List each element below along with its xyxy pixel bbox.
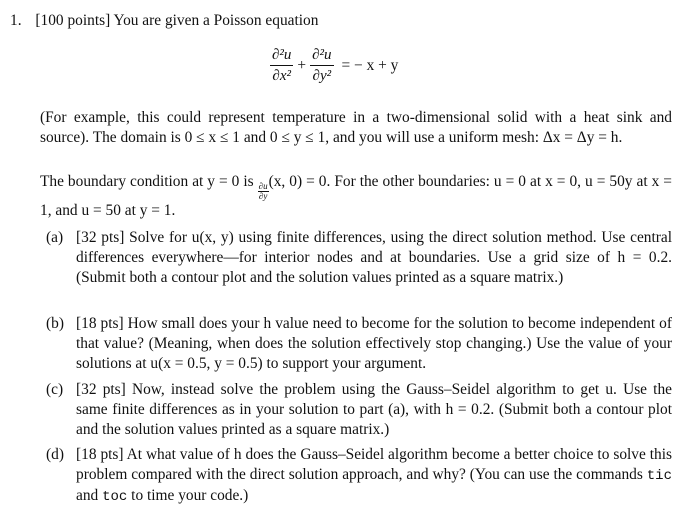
boundary-derivative [258, 182, 269, 201]
toc-command: toc [102, 489, 128, 505]
part-a-text: [32 pts] Solve for u(x, y) using finite differences, using the direct solution method. Use central differences everywhere—for interior nodes and at boundaries. Use a grid size of h = 0.2. (Submit both a contour plot and the solution values printed as a square matrix.) [76, 229, 672, 286]
problem-points: [100 points] [35, 12, 111, 29]
part-d-text-before: [18 pts] At what value of h does the Gauss–Seidel algorithm become a better choice to solve this problem compared with the direct solution approach, and why? (You can use the commands [76, 446, 672, 483]
poisson-equation [270, 48, 402, 84]
part-b-label: (b) [46, 315, 64, 332]
part-d-and: and [76, 487, 99, 504]
part-d-text-after: to time your code.) [131, 487, 249, 504]
problem-header [10, 12, 318, 30]
part-b-text: [18 pts] How small does your h value need to become for the solution to become independent of that value? (Meaning, when does the solution effectively stop changing.) Use the value of your solutions at u(x = 0.5, y = 0.5) to support your argument. [76, 315, 672, 372]
term1-denominator: ∂x² [272, 68, 291, 84]
part-c-text: [32 pts] Now, instead solve the problem using the Gauss–Seidel algorithm to get u. Use the same finite differences as in your solution to part (a), with h = 0.2. (Submit both a contour plot and the solution values printed as a square matrix.) [76, 381, 672, 438]
derivative-numerator: ∂u [258, 181, 268, 191]
equation-plus: + [297, 57, 307, 74]
part-c [46, 380, 672, 440]
derivative-denominator: ∂y [258, 191, 268, 201]
equation-rhs: = − x + y [341, 57, 399, 74]
part-d-text [76, 445, 672, 507]
term1-numerator: ∂²u [270, 48, 293, 66]
tic-command: tic [646, 468, 672, 484]
equation-term-2 [310, 48, 333, 84]
term2-denominator: ∂y² [312, 68, 332, 84]
problem-intro: You are given a Poisson equation [113, 12, 319, 29]
part-c-label: (c) [46, 381, 64, 398]
part-a [46, 228, 672, 288]
part-b [46, 314, 672, 374]
term2-numerator: ∂²u [310, 48, 333, 66]
boundary-text-after: (x, 0) = 0. For the other boundaries: u = 0 at x = 0, u = 50y at x = 1, and u = 50 at y = 1. [40, 173, 672, 219]
boundary-text-before: The boundary condition at y = 0 is [40, 173, 254, 190]
boundary-paragraph [40, 172, 672, 221]
part-d [46, 445, 672, 507]
part-a-label: (a) [46, 229, 64, 246]
problem-number: 1. [10, 12, 22, 29]
equation-term-1 [270, 48, 293, 84]
context-paragraph: (For example, this could represent temperature in a two-dimensional solid with a heat sink and source). The domain is 0 ≤ x ≤ 1 and 0 ≤ y ≤ 1, and you will use a uniform mesh: Δx = Δy = h. [40, 109, 672, 146]
part-d-label: (d) [46, 446, 64, 463]
